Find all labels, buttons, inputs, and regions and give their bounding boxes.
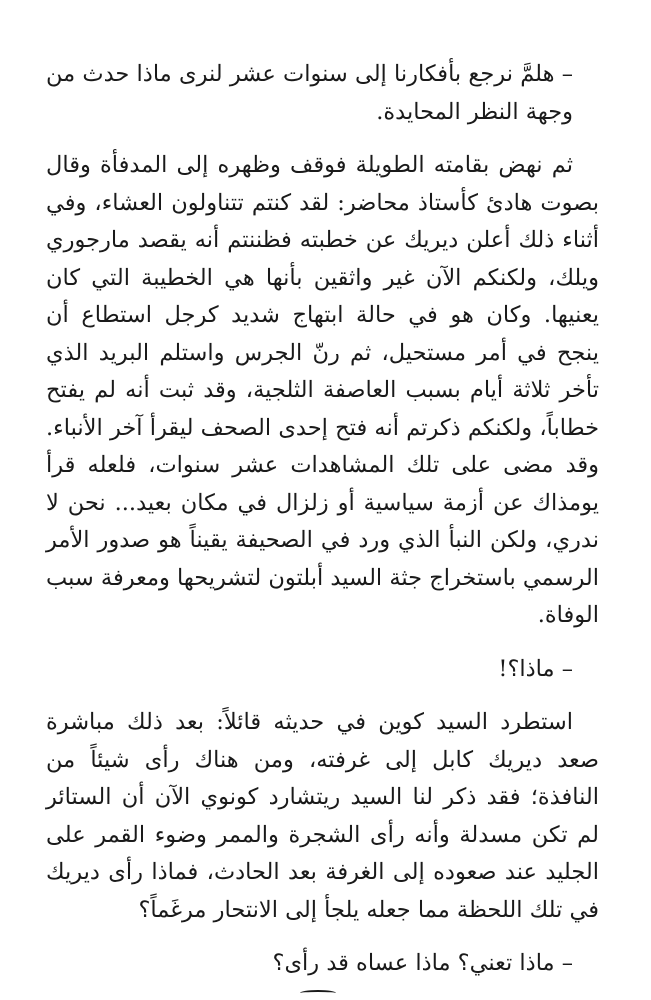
narration-paragraph: ثم نهض بقامته الطويلة فوقف وظهره إلى المدفأة وقال بصوت هادئ كأستاذ محاضر: لقد كنتم تتناولون العشاء، وفي أثناء ذلك أعلن ديريك عن خطبته فظننتم أنه يقصد مارجوري ويلك، ولكنكم الآن غير واثقين بأنها هي الخطيبة التي كان يعنيها. وكان هو في حالة ابتهاج شديد كرجل استطاع أن ينجح في أمر مستحيل، ثم رنّ الجرس واستلم البريد الذي تأخر ثلاثة أيام بسبب العاصفة الثلجية، وقد ثبت أنه لم يفتح خطاباً، ولكنكم ذكرتم أنه فتح إحدى الصحف ليقرأ آخر الأنباء. وقد مضى على تلك المشاهدات عشر سنوات، فلعله قرأ يومذاك عن أزمة سياسية أو زلزال في مكان بعيد... نحن لا ندري، ولكن النبأ الذي ورد في الصحيفة يقيناً هو صدور الأمر الرسمي باستخراج جثة السيد أبلتون لتشريحها ومعرفة سبب الوفاة. [46,152,599,628]
narration-paragraph: استطرد السيد كوين في حديثه قائلاً: بعد ذلك مباشرة صعد ديريك كابل إلى غرفته، ومن هناك رأى شيئاً من النافذة؛ فقد ذكر لنا السيد ريتشارد كونوي الآن أن الستائر لم تكن مسدلة وأنه رأى الشجرة والممر وضوء القمر على الجليد عند صعوده إلى الغرفة بعد الحادث، فماذا رأى ديريك في تلك اللحظة مما جعله يلجأ إلى الانتحار مرغَماً؟ [46,709,599,923]
book-page [46,56,599,983]
cut-off-line-fragment [0,988,651,1000]
dialogue-paragraph: – ماذا؟! [498,655,573,682]
dialogue-paragraph: – ماذا تعني؟ ماذا عساه قد رأى؟ [272,950,573,976]
dialogue-paragraph: – هلمَّ نرجع بأفكارنا إلى سنوات عشر لنرى ماذا حدث من وجهة النظر المحايدة. [46,61,573,125]
